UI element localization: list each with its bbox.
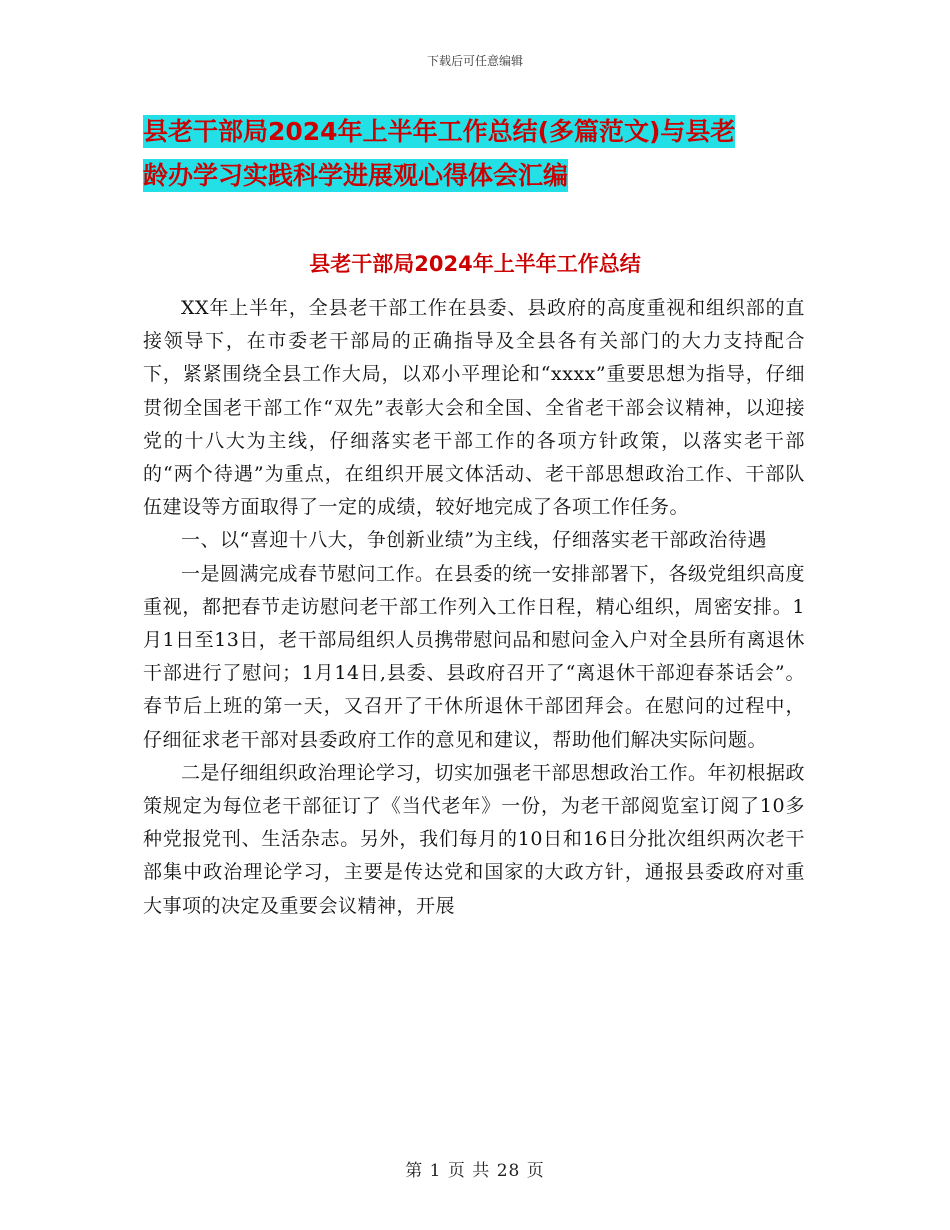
page-number-footer: 第 1 页 共 28 页 bbox=[405, 1161, 545, 1181]
document-title bbox=[143, 110, 823, 198]
paragraph-political-study: 二是仔细组织政治理论学习，切实加强老干部思想政治工作。年初根据政策规定为每位老干部征订了《当代老年》一份，为老干部阅览室订阅了10多种党报党刊、生活杂志。另外，我们每月的10日和16日分批次组织两次老干部集中政治理论学习，主要是传达党和国家的大政方针，通报县委政府对重大事项的决定及重要会议精神，开展 bbox=[143, 761, 806, 917]
document-title-line-1: 县老干部局2024年上半年工作总结(多篇范文)与县老 bbox=[143, 117, 736, 146]
paragraph-spring-visits: 一是圆满完成春节慰问工作。在县委的统一安排部署下，各级党组织高度重视，都把春节走访慰问老干部工作列入工作日程，精心组织，周密安排。1月1日至13日，老干部局组织人员携带慰问品和慰问金入户对全县所有离退休干部进行了慰问；1月14日,县委、县政府召开了“离退休干部迎春茶话会”。春节后上班的第一天，又召开了干休所退休干部团拜会。在慰问的过程中，仔细征求老干部对县委政府工作的意见和建议，帮助他们解决实际问题。 bbox=[143, 562, 806, 751]
body-text bbox=[143, 292, 805, 923]
header-note: 下载后可任意编辑 bbox=[426, 54, 523, 68]
document-title-line-2: 龄办学习实践科学进展观心得体会汇编 bbox=[143, 161, 569, 190]
paragraph-intro: XX年上半年，全县老干部工作在县委、县政府的高度重视和组织部的直接领导下，在市委老干部局的正确指导及全县各有关部门的大力支持配合下，紧紧围绕全县工作大局，以邓小平理论和“xxxx”重要思想为指导，仔细贯彻全国老干部工作“双先”表彰大会和全国、全省老干部会议精神，以迎接党的十八大为主线，仔细落实老干部工作的各项方针政策，以落实老干部的“两个待遇”为重点，在组织开展文体活动、老干部思想政治工作、干部队伍建设等方面取得了一定的成绩，较好地完成了各项工作任务。 bbox=[143, 297, 805, 519]
paragraph-heading-1: 一、以“喜迎十八大，争创新业绩”为主线，仔细落实老干部政治待遇 bbox=[181, 529, 767, 552]
section-title: 县老干部局2024年上半年工作总结 bbox=[309, 252, 641, 276]
